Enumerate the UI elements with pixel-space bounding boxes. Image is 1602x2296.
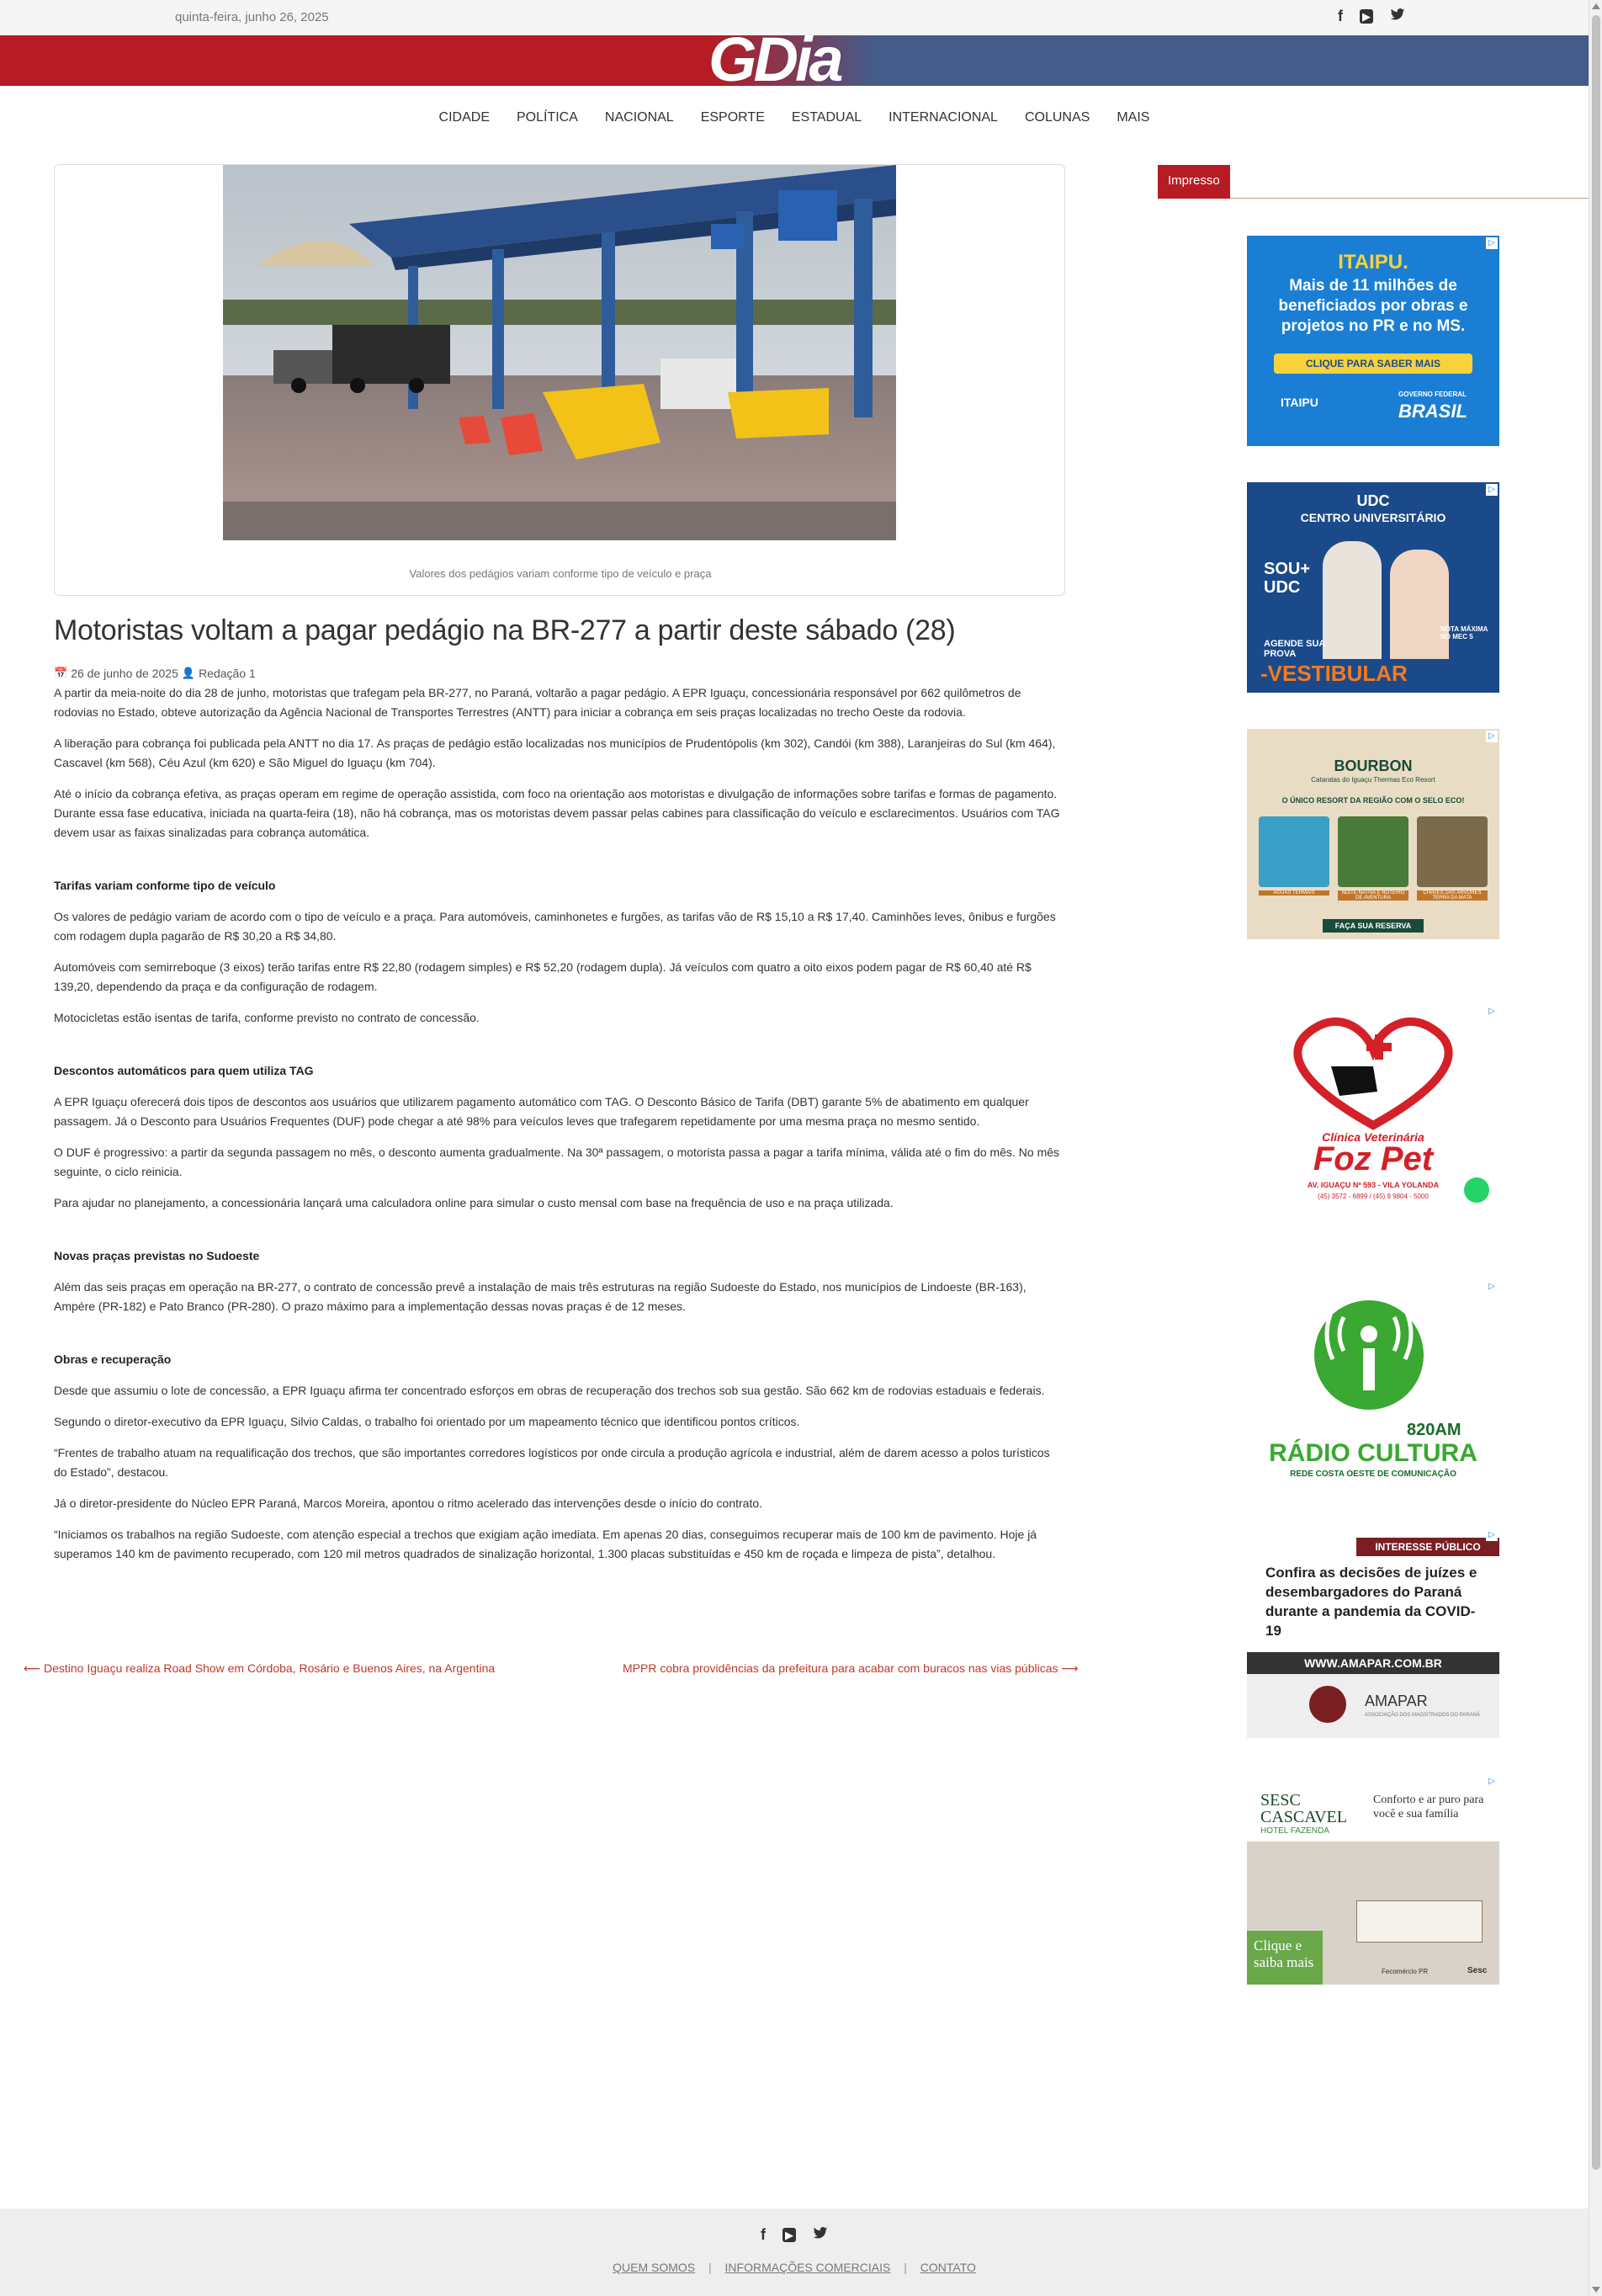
ad-sesc-text: Conforto e ar puro para você e sua família [1373, 1794, 1484, 1820]
twitter-icon[interactable] [1390, 8, 1405, 24]
nav-item-mais[interactable]: MAIS [1117, 110, 1150, 125]
subheading: Tarifas variam conforme tipo de veículo [54, 879, 276, 892]
adchoices-icon[interactable]: ▷ [1486, 1006, 1498, 1018]
ad-udc-brand: UDC [1356, 492, 1390, 509]
nav-item-colunas[interactable]: COLUNAS [1024, 110, 1090, 125]
site-footer [0, 2208, 1589, 2296]
ad-udc-agende: AGENDE SUA PROVA [1264, 639, 1325, 659]
paragraph: Já o diretor-presidente do Núcleo EPR Paraná, Marcos Moreira, apontou o ritmo acelerado das intervenções desde o início do contrato. [54, 1496, 763, 1510]
nav-item-politica[interactable]: POLÍTICA [517, 110, 578, 125]
footer-social-links [761, 2227, 828, 2242]
ad-bourbon-sub: Cataratas do Iguaçu Thermas Eco Resort [1311, 776, 1435, 784]
ad-fozpet-line2: Foz Pet [1313, 1140, 1434, 1177]
paragraph: A partir da meia-noite do dia 28 de junho, motoristas que trafegam pela BR-277, no Paraná, voltarão a pagar pedágio. A EPR Iguaçu, concessionária responsável por 662 quilômetros de rodovias no Estado, obteve autorização da Agência Nacional de Transportes Terrestres (ANTT) para iniciar a cobrança em seis praças localizadas no trecho Oeste da rodovia. [54, 686, 1021, 719]
ad-fozpet-line1: Clínica Veterinária [1322, 1130, 1424, 1144]
vertical-scrollbar[interactable] [1589, 0, 1602, 2296]
ad-udc-left: SOU+ UDC [1264, 560, 1311, 597]
ad-brasil-logo: BRASIL [1398, 401, 1467, 422]
paragraph: Motocicletas estão isentas de tarifa, conforme previsto no contrato de concessão. [54, 1011, 480, 1024]
nav-item-internacional[interactable]: INTERNACIONAL [889, 110, 998, 125]
facebook-icon[interactable]: f [761, 2226, 766, 2243]
adchoices-icon[interactable]: ▷ [1486, 1281, 1498, 1293]
scrollbar-thumb[interactable] [1592, 15, 1600, 2170]
paragraph: Além das seis praças em operação na BR-277, o contrato de concessão prevê a instalação de mais três estruturas na região Sudoeste do Estado, nos municípios de Lindoeste (BR-163), Ampére (PR-182) e Pato Branco (PR-280). O prazo máximo para a implementação dessas novas praças é de 12 meses. [54, 1280, 1026, 1313]
ad-bourbon-c1: ÁGUAS TERMAIS [1259, 890, 1329, 896]
paragraph: Até o início da cobrança efetiva, as praças operam em regime de operação assistida, com foco na orientação aos motoristas e divulgação de informações sobre tarifas e formas de pagamento. Durante essa fase educativa, iniciada na quarta-feira (18), não há cobrança, mas os motoristas devem passar pelas cabines para classificação do veículo e esclarecimentos. Usuários com TAG devem usar as faixas sinalizadas para cobrança automática. [54, 787, 1060, 839]
nav-item-esporte[interactable]: ESPORTE [700, 110, 765, 125]
ad-sesc-brand: SESC [1260, 1791, 1301, 1810]
article-title: Motoristas voltam a pagar pedágio na BR-277 a partir deste sábado (28) [54, 614, 956, 646]
ad-bourbon-brand: BOURBON [1334, 757, 1413, 774]
ad-itaipu-brand: ITAIPU. [1338, 251, 1408, 274]
paragraph: Para ajudar no planejamento, a concessionária lançará uma calculadora online para simular o custo mensal com base na frequência de uso e na praça utilizada. [54, 1196, 894, 1209]
paragraph: Os valores de pedágio variam de acordo com o tipo de veículo e a praça. Para automóveis, caminhonetes e furgões, as tarifas vão de R$ 15,10 a R$ 17,40. Caminhões leves, ônibus e furgões com rodagem dupla pagarão de R$ 30,20 a R$ 34,80. [54, 910, 1056, 943]
ad-sesc[interactable] [1247, 1774, 1499, 1985]
ad-bourbon-c2: NOITE NATIVA E ROTEIRO DE AVENTURA [1338, 890, 1408, 901]
featured-figure [54, 164, 1065, 596]
ad-bourbon-c3: CHAVES DAS ÁRVORES TERRA DA MATA [1417, 890, 1488, 901]
nav-item-nacional[interactable]: NACIONAL [604, 110, 674, 125]
paragraph: Segundo o diretor-executivo da EPR Iguaçu, Silvio Caldas, o trabalho foi orientado por um mapeamento técnico que identificou pontos críticos. [54, 1415, 800, 1428]
ad-itaipu-cta: CLIQUE PARA SABER MAIS [1274, 353, 1472, 374]
ad-amapar-brand: AMAPAR [1365, 1693, 1428, 1709]
ad-fozpet-address: AV. IGUAÇU Nº 593 - VILA YOLANDA [1307, 1181, 1440, 1189]
facebook-icon[interactable]: f [1338, 8, 1343, 24]
previous-post-link[interactable]: ⟵ Destino Iguaçu realiza Road Show em Córdoba, Rosário e Buenos Aires, na Argentina [24, 1661, 496, 1675]
foz-pet-heart-icon [1281, 1016, 1466, 1134]
ad-udc-person2 [1390, 550, 1449, 659]
calendar-icon: 📅 [54, 667, 68, 679]
article-author[interactable]: Redação 1 [199, 667, 256, 680]
paragraph: O DUF é progressivo: a partir da segunda passagem no mês, o desconto aumenta gradualmente. Na 30ª passagem, o motorista passa a pagar a tarifa mínima, válida até o fim do mês. No mês seguinte, o ciclo reinicia. [54, 1145, 1060, 1178]
youtube-icon[interactable]: ▶ [1360, 9, 1373, 24]
adchoices-icon[interactable]: ▷ [1486, 731, 1498, 742]
ad-sesc-logo2: Sesc [1467, 1966, 1488, 1975]
nav-item-estadual[interactable]: ESTADUAL [791, 110, 862, 125]
subheading: Descontos automáticos para quem utiliza TAG [54, 1064, 314, 1077]
paragraph: “Iniciamos os trabalhos na região Sudoeste, com atenção especial a trechos que exigiam ação imediata. Em apenas 20 dias, conseguimos recuperar mais de 100 km de pavimento. Hoje já superamos 140 km de pavimento recuperado, com 120 mil metros quadrados de sinalização horizontal, 1.300 placas substituídas e 450 km de roçada e limpeza de pista”, detalhou. [54, 1528, 1037, 1560]
radio-antenna-icon [1297, 1296, 1440, 1422]
ad-udc-nota: NOTA MÁXIMA NO MEC 5 [1440, 625, 1488, 640]
adchoices-icon[interactable]: ▷ [1486, 237, 1498, 249]
ad-amapar-url: WWW.AMAPAR.COM.BR [1247, 1652, 1499, 1674]
footer-link-informacoes-comerciais[interactable]: INFORMAÇÕES COMERCIAIS [724, 2261, 891, 2274]
footer-link-contato[interactable]: CONTATO [920, 2261, 976, 2274]
site-logo[interactable]: GDia [708, 24, 841, 94]
article-date: 26 de junho de 2025 [71, 667, 178, 680]
current-date: quinta-feira, junho 26, 2025 [175, 10, 329, 24]
ad-sesc-bed [1356, 1900, 1483, 1943]
footer-link-quem-somos[interactable]: QUEM SOMOS [613, 2261, 696, 2274]
ad-amapar-tag: INTERESSE PÚBLICO [1356, 1538, 1499, 1556]
ad-amapar-brandsub: ASSOCIAÇÃO DOS MAGISTRADOS DO PARANÁ [1365, 1713, 1480, 1718]
ad-sesc-city: CASCAVEL [1260, 1808, 1347, 1826]
header-social-links [1338, 8, 1405, 24]
ad-fozpet-phone: (45) 3572 - 6899 / (45) 9 9804 - 5000 [1318, 1193, 1429, 1200]
separator: | [708, 2261, 712, 2274]
adchoices-icon[interactable]: ▷ [1486, 1529, 1498, 1541]
nav-item-cidade[interactable]: CIDADE [438, 110, 490, 125]
ad-bourbon-photo3 [1417, 816, 1488, 887]
subheading: Novas praças previstas no Sudoeste [54, 1249, 260, 1262]
ad-itaipu-logo: ITAIPU [1281, 396, 1318, 409]
ad-sesc-sub: HOTEL FAZENDA [1260, 1826, 1329, 1836]
paragraph: A liberação para cobrança foi publicada pela ANTT no dia 17. As praças de pedágio estão localizadas nos municípios de Prudentópolis (km 302), Candói (km 388), Laranjeiras do Sul (km 464), Cascavel (km 568), Céu Azul (km 620) e São Miguel do Iguaçu (km 704). [54, 736, 1056, 769]
ad-radio-cultura[interactable] [1247, 1279, 1499, 1490]
ad-amapar-text: Confira as decisões de juízes e desembargadores do Paraná durante a pandemia da COVID-19 [1265, 1565, 1477, 1639]
article-body [54, 683, 1065, 1576]
ad-amapar[interactable] [1247, 1528, 1499, 1738]
separator: | [904, 2261, 907, 2274]
scroll-up-arrow-icon[interactable] [1592, 3, 1600, 9]
ad-foz-pet[interactable] [1247, 1004, 1499, 1214]
ad-sesc-logo: Fecomércio PR [1382, 1968, 1429, 1975]
article-photo [223, 165, 896, 540]
adchoices-icon[interactable]: ▷ [1486, 484, 1498, 496]
photo-caption: Valores dos pedágios variam conforme tipo de veículo e praça [409, 567, 712, 580]
ad-itaipu-gov: GOVERNO FEDERAL [1398, 391, 1467, 398]
sidebar-widget-header [1158, 165, 1589, 199]
ad-bourbon[interactable] [1247, 729, 1499, 939]
adchoices-icon[interactable]: ▷ [1486, 1776, 1498, 1788]
ad-sesc-cta: Clique e saiba mais [1247, 1931, 1323, 1985]
twitter-icon[interactable] [813, 2227, 828, 2242]
ad-bourbon-cta: FAÇA SUA RESERVA [1323, 919, 1424, 933]
ad-udc[interactable] [1247, 482, 1499, 693]
whatsapp-icon [1464, 1177, 1489, 1203]
paragraph: Automóveis com semirreboque (3 eixos) terão tarifas entre R$ 22,80 (rodagem simples) e R$ 52,20 (rodagem dupla). Já veículos com quatro a oito eixos podem pagar de R$ 60,40 até R$ 139,20, dependendo da praça e da configuração de rodagem. [54, 960, 1032, 993]
ad-bourbon-tag: O ÚNICO RESORT DA REGIÃO COM O SELO ECO! [1281, 796, 1465, 805]
subheading: Obras e recuperação [54, 1353, 172, 1366]
paragraph: “Frentes de trabalho atuam na requalificação dos trechos, que são importantes corredores logísticos por onde circula a produção agrícola e industrial, além de darem acesso a polos turísticos do Estado”, destacou. [54, 1446, 1050, 1479]
amapar-seal-icon [1309, 1686, 1346, 1723]
ad-radio-name: RÁDIO CULTURA [1269, 1439, 1477, 1467]
ad-udc-vestibular: -VESTIBULAR [1260, 661, 1408, 686]
next-post-link[interactable]: MPPR cobra providências da prefeitura para acabar com buracos nas vias públicas ⟶ [623, 1661, 1079, 1675]
paragraph: A EPR Iguaçu oferecerá dois tipos de descontos aos usuários que utilizarem pagamento automático com TAG. O Desconto Básico de Tarifa (DBT) garante 5% de abatimento em qualquer passagem. Já o Desconto para Usuários Frequentes (DUF) pode chegar a até 98% para veículos leves que trafegarem repetidamente por uma mesma praça no mesmo sentido. [54, 1095, 1029, 1128]
user-icon: 👤 [181, 667, 196, 679]
ad-bourbon-photo2 [1338, 816, 1408, 887]
ad-itaipu[interactable] [1247, 236, 1499, 446]
ad-udc-sub: CENTRO UNIVERSITÁRIO [1300, 511, 1446, 524]
scroll-down-arrow-icon[interactable] [1592, 2287, 1600, 2293]
article-meta [54, 667, 256, 680]
ad-itaipu-text: Mais de 11 milhões de beneficiados por obras e projetos no PR e no MS. [1278, 277, 1468, 335]
ad-bourbon-photo1 [1259, 816, 1329, 887]
ad-radio-sub: REDE COSTA OESTE DE COMUNICAÇÃO [1290, 1470, 1456, 1479]
tab-impresso[interactable]: Impresso [1158, 165, 1230, 199]
main-nav [0, 86, 1589, 150]
paragraph: Desde que assumiu o lote de concessão, a EPR Iguaçu afirma ter concentrado esforços em obras de recuperação dos trechos sob sua gestão. São 662 km de rodovias estaduais e federais. [54, 1384, 1045, 1397]
footer-links [0, 2261, 1589, 2274]
youtube-icon[interactable]: ▶ [782, 2228, 796, 2242]
ad-radio-freq: 820AM [1407, 1421, 1461, 1439]
